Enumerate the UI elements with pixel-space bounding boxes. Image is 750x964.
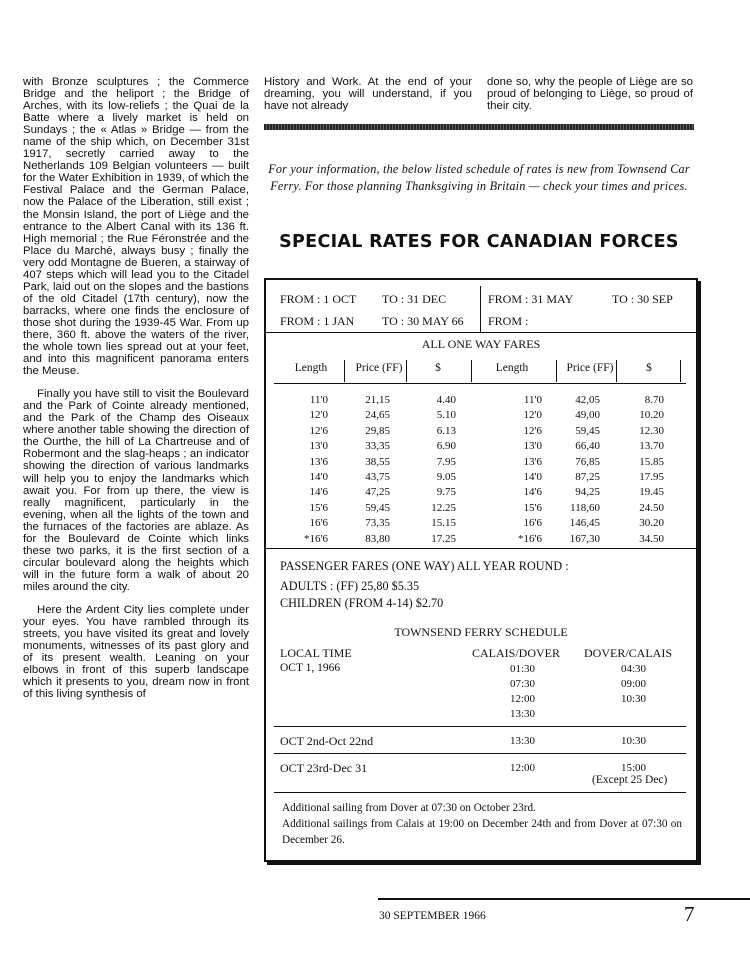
fares-cell: 167,30 xyxy=(569,532,600,545)
period-from: FROM : xyxy=(488,314,529,328)
fares-cell: 11'0 xyxy=(523,394,542,406)
schedule-time: 10:30 xyxy=(621,693,647,705)
rates-box xyxy=(264,278,698,862)
fares-cell: 83,80 xyxy=(365,532,390,545)
schedule-time: 12:00 xyxy=(510,762,536,774)
schedule-time: 01:30 xyxy=(510,663,536,675)
fares-cell: 15'6 xyxy=(523,501,542,514)
period-divider xyxy=(480,286,481,332)
fares-cell: 21,15 xyxy=(365,394,390,406)
section-divider xyxy=(264,124,694,130)
schedule-time: 15:00 xyxy=(621,762,647,774)
fares-cell: 146,45 xyxy=(569,517,600,530)
fares-cell: 24.50 xyxy=(639,501,664,514)
fares-column-divider xyxy=(616,360,617,382)
fares-cell: 13'6 xyxy=(309,455,328,468)
children-fare: CHILDREN (FROM 4-14) $2.70 xyxy=(280,596,444,610)
page-number: 7 xyxy=(684,902,695,926)
fares-column-header: $ xyxy=(435,362,441,374)
fares-cell: 12.25 xyxy=(431,501,456,514)
fares-cell: 14'0 xyxy=(523,471,542,483)
fares-cell: 30.20 xyxy=(639,517,664,530)
fares-cell: 29,85 xyxy=(365,424,390,437)
fares-cell: 66,40 xyxy=(575,440,600,453)
fares-cell: 15'6 xyxy=(309,501,328,514)
fares-cell: 42,05 xyxy=(575,394,600,406)
rates-heading: SPECIAL RATES FOR CANADIAN FORCES xyxy=(279,232,679,252)
schedule-time: 09:00 xyxy=(621,678,647,690)
schedule-period: OCT 2nd-Oct 22nd xyxy=(280,734,374,748)
table-rule xyxy=(266,332,696,333)
passenger-title: PASSENGER FARES (ONE WAY) ALL YEAR ROUND : xyxy=(280,559,569,573)
period-to: TO : 30 SEP xyxy=(612,292,673,306)
schedule-time: 12:00 xyxy=(510,693,536,705)
fares-cell: 9.75 xyxy=(436,486,456,499)
table-rule xyxy=(274,383,686,384)
article-column-2-top: History and Work. At the end of your dreaming, you will understand, if you have not already xyxy=(264,76,472,113)
fares-cell: 13.70 xyxy=(639,440,664,453)
fares-cell: 5.10 xyxy=(436,409,456,422)
schedule-exception: (Except 25 Dec) xyxy=(592,774,668,786)
fares-column-divider xyxy=(344,360,345,382)
fares-cell: 43,75 xyxy=(365,471,390,483)
fares-cell: 19.45 xyxy=(639,486,664,499)
schedule-time: 07:30 xyxy=(510,678,536,690)
table-rule xyxy=(274,726,686,727)
footer-rule xyxy=(378,898,750,900)
fares-cell: *16'6 xyxy=(518,532,542,545)
fares-cell: 14'6 xyxy=(523,486,542,499)
schedule-col-calais-dover: CALAIS/DOVER xyxy=(472,646,561,660)
adults-fare: ADULTS : (FF) 25,80 $5.35 xyxy=(280,579,420,593)
fares-cell: 14'0 xyxy=(309,471,328,483)
fares-cell: 33,35 xyxy=(365,440,390,453)
period-to: TO : 31 DEC xyxy=(382,292,447,306)
article-paragraph: Finally you have still to visit the Boulevard and the Park of Cointe already mentioned, and the Park of the Champ des Oiseaux where another table showing the direction of the Ourthe, the hill of La Chartreuse and of Robermont and the slag-heaps ; an indicator showing the direction of various landmarks will help you to enjoy the landmarks which await you. For from up there, the view is really magnificent, particularly in the evening, when all the lights of the town and the furnaces of the factories are ablaze. As for the Boulevard de Cointe which links these two parks, it is the first section of a circular boulevard along the heights which will in the future form a walk of about 20 miles around the city. xyxy=(23,388,249,593)
footer-date: 30 SEPTEMBER 1966 xyxy=(379,910,486,922)
fares-cell: 4.40 xyxy=(436,394,456,406)
fares-cell: 6.90 xyxy=(436,440,456,453)
fares-cell: 34.50 xyxy=(639,532,664,545)
article-paragraph: Here the Ardent City lies complete under your eyes. You have rambled through its streets, you have visited its great and lovely monuments, witnesses of its past glory and of its present wealth. Leaning on your elbows in front of this superb landscape which it presents to you, dream now in front of this living synthesis of xyxy=(23,603,249,701)
schedule-title: TOWNSEND FERRY SCHEDULE xyxy=(394,625,568,639)
schedule-col-dover-calais: DOVER/CALAIS xyxy=(584,646,673,660)
fares-column-divider xyxy=(406,360,407,382)
fares-column-header: Length xyxy=(294,362,328,374)
fares-cell: 13'0 xyxy=(523,440,542,453)
fares-cell: 8.70 xyxy=(644,394,664,406)
fares-cell: 13'6 xyxy=(523,455,542,468)
fares-column-divider xyxy=(556,360,557,382)
fares-column-divider xyxy=(471,360,472,382)
fares-cell: 59,45 xyxy=(575,424,600,437)
fares-cell: 59,45 xyxy=(365,501,390,514)
fares-cell: 13'0 xyxy=(309,440,328,453)
schedule-footnote: Additional sailing from Dover at 07:30 on October 23rd. xyxy=(282,802,536,814)
article-column-1 xyxy=(23,76,249,711)
fares-column-header: Price (FF) xyxy=(355,362,403,374)
article-column-3-top: done so, why the people of Liège are so proud of belonging to Liège, so proud of their city. xyxy=(487,76,693,113)
schedule-time: 13:30 xyxy=(510,708,536,720)
fares-cell: 24,65 xyxy=(365,409,390,422)
fares-column-header: Price (FF) xyxy=(566,362,614,374)
fares-cell: 47,25 xyxy=(365,486,390,499)
fares-column-header: Length xyxy=(495,362,529,374)
fares-cell: 87,25 xyxy=(575,471,600,483)
table-rule xyxy=(274,753,686,754)
info-note: For your information, the below listed schedule of rates is new from Townsend Car Ferry. For those planning Thanksgiving in Britain — check your times and prices. xyxy=(268,162,690,193)
schedule-footnote: Additional sailings from Calais at 19:00 on December 24th and from Dover at 07:30 on December 26. xyxy=(282,818,682,846)
schedule-time: 04:30 xyxy=(621,663,647,675)
period-from: FROM : 1 OCT xyxy=(280,292,357,306)
fares-column-divider xyxy=(680,360,681,382)
fares-cell: 17.95 xyxy=(639,471,664,483)
fares-cell: 12'0 xyxy=(309,409,328,422)
article-paragraph: with Bronze sculptures ; the Commerce Bridge and the heliport ; the Bridge of Arches, with its low-reliefs ; the Quai de la Batte where a lively market is held on Sundays ; the « Atlas » Bridge — from the name of the ship which, on December 31st 1917, secretly carried away to the Netherlands 109 Belgian volunteers — built for the Water Exhibition in 1939, of which the Festival Palace and the German Palace, now the Palace of the Liberation, still exist ; the Monsin Island, the port of Liège and the entrance to the Albert Canal with its 136 ft. High memorial ; the Rue Féronstrée and the Place du Marché, always busy ; finally the very odd Montagne de Bueren, a stairway of 407 steps which will lead you to the Citadel Park, laid out on the slopes and the bastions of the old Citadel (17th century), now the barracks, where one finds the enclosure of those shot during the 1939-45 War. From up there, 360 ft. above the waters of the river, the whole town lies spread out at your feet, and into this magnificent panorama enters the Meuse. xyxy=(23,76,249,378)
fares-cell: 12'0 xyxy=(523,409,542,422)
table-rule xyxy=(274,792,686,793)
fares-cell: 38,55 xyxy=(365,455,390,468)
schedule-col-local: LOCAL TIME xyxy=(280,646,352,660)
period-from: FROM : 31 MAY xyxy=(488,292,574,306)
fares-cell: *16'6 xyxy=(304,532,328,545)
fares-cell: 118,60 xyxy=(570,501,600,514)
fares-column-header: $ xyxy=(646,362,652,374)
period-to: TO : 30 MAY 66 xyxy=(382,314,464,328)
fares-cell: 15.85 xyxy=(639,455,664,468)
fares-cell: 94,25 xyxy=(575,486,600,499)
fares-cell: 16'6 xyxy=(309,517,328,530)
schedule-time: 13:30 xyxy=(510,735,536,747)
schedule-time: 10:30 xyxy=(621,735,647,747)
schedule-period: OCT 1, 1966 xyxy=(280,662,341,674)
fares-cell: 7.95 xyxy=(436,455,456,468)
table-rule xyxy=(266,548,696,549)
fares-cell: 11'0 xyxy=(309,394,328,406)
fares-cell: 12.30 xyxy=(639,424,664,437)
fares-cell: 9.05 xyxy=(436,471,456,483)
fares-cell: 16'6 xyxy=(523,517,542,530)
fares-cell: 10.20 xyxy=(639,409,664,422)
period-from: FROM : 1 JAN xyxy=(280,314,355,328)
fares-cell: 12'6 xyxy=(309,424,328,437)
schedule-period: OCT 23rd-Dec 31 xyxy=(280,761,368,775)
fares-cell: 15.15 xyxy=(431,517,456,530)
fares-cell: 49,00 xyxy=(575,409,600,422)
fares-cell: 14'6 xyxy=(309,486,328,499)
fares-cell: 76,85 xyxy=(575,455,600,468)
fares-cell: 12'6 xyxy=(523,424,542,437)
fares-cell: 73,35 xyxy=(365,517,390,530)
fares-cell: 6.13 xyxy=(436,424,456,437)
fares-cell: 17.25 xyxy=(431,532,456,545)
fares-title: ALL ONE WAY FARES xyxy=(421,337,541,351)
